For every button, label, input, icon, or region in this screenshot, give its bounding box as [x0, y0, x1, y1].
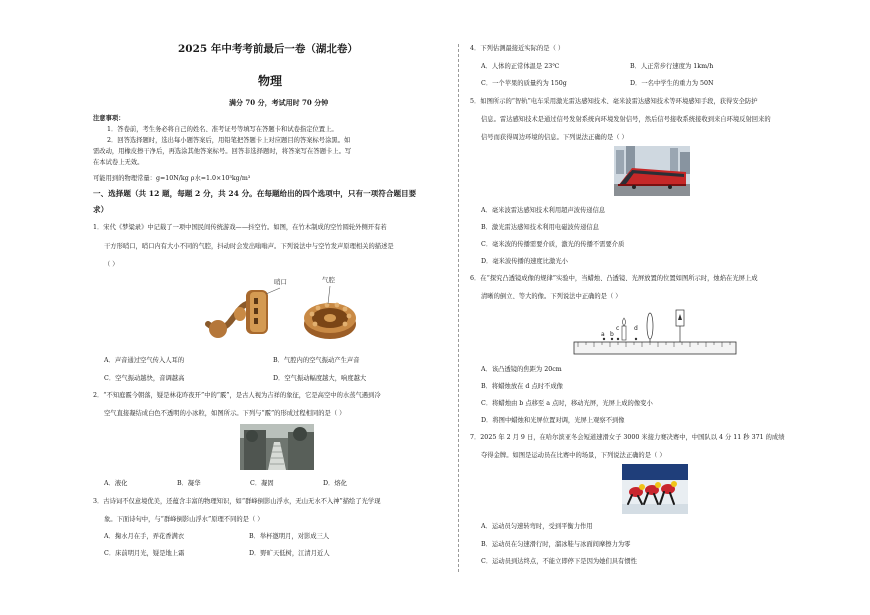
point-d-label: d — [634, 325, 638, 332]
q5-option-d: D．毫米波传播的速度比激光小 — [481, 258, 568, 265]
sleet-photo — [240, 424, 314, 470]
score-line: 满分 70 分，考试用时 70 分钟 — [229, 98, 329, 107]
point-b-label: b — [610, 331, 614, 338]
q4-option-a: A．人体的正常体温是 23℃ — [481, 63, 560, 70]
diabolo-side — [208, 290, 268, 338]
q6-stem: 6．在“探究凸透镜成像的规律”实验中，当蜡烛、凸透镜、光屏放置的位置如图所示时，烛焰在光屏上成 — [470, 275, 758, 282]
q5-stem: 信息。雷达感知技术是通过信号发射系统向环境发射信号，然后信号接收系统接收到来自环境反射回来的 — [481, 116, 771, 123]
q5-stem: 信号而获得周边环境的信息。下列说法正确的是（ ） — [481, 134, 628, 141]
q3-option-c: C．床前明月光，疑是地上霜 — [104, 550, 185, 557]
convex-lens — [647, 313, 653, 342]
q3-stem: 3．古诗词不仅意境优美，还蕴含丰富的物理知识，如“群峰倒影山浮水，无山无水不入神”描绘了光学现 — [93, 498, 381, 505]
q3-stem: 象。下面诗句中，与“群峰倒影山浮水”原理不同的是（ ） — [104, 516, 264, 523]
q3-option-b: B．举杯邀明月，对影成三人 — [249, 533, 330, 540]
q4-option-d: D．一名中学生的重力为 50N — [630, 80, 714, 87]
q5-stem: 5．如图所示的“智轨”电车采用激光雷达感知技术、毫米波雷达感知技术等环境感知手段，获得安全防护 — [470, 98, 758, 105]
q4-option-c: C．一个苹果的质量约为 150g — [481, 80, 567, 87]
q1-stem: 干方形哨口，哨口内有大小不同的气腔，抖动时会发出嗡嗡声。下列说法中与空竹发声原理相关的描述是 — [104, 243, 394, 250]
optical-bench-figure — [570, 306, 740, 358]
q6-option-d: D．将图中蜡烛和光屏位置对调，光屏上观察不到像 — [481, 417, 625, 424]
exam-title: 2025 年中考考前最后一卷（湖北卷） — [178, 43, 358, 55]
q2-option-d: D．熔化 — [323, 480, 347, 487]
q6-option-a: A．该凸透镜的焦距为 20cm — [481, 366, 562, 373]
q7-option-c: C．运动员到达终点，不能立即停下是因为她们具有惯性 — [481, 558, 637, 565]
section-heading: 一、选择题（共 12 题，每题 2 分，共 24 分。在每题给出的四个选项中，只有一项符合题目要 — [93, 189, 417, 198]
q3-option-a: A．掬水月在手，弄花香满衣 — [104, 533, 185, 540]
diabolo-figure — [200, 274, 360, 350]
point-c-label: c — [616, 325, 620, 332]
q2-stem: 2．“不知庭霰今朝落，疑是林花昨夜开”中的“霰”，是古人视为吉祥的象征，它是高空中的水蒸气遇到冷 — [93, 392, 381, 399]
tram-photo — [614, 146, 690, 196]
candle — [622, 318, 626, 340]
q2-stem: 空气直接凝结成白色不透明的小冰粒，如图所示。下列与“霰”的形成过程相同的是（ ） — [104, 410, 346, 417]
note-line: 1．答卷前，考生务必将自己的姓名、准考证号等填写在答题卡和试卷指定位置上。 — [107, 126, 338, 133]
q1-option-c: C．空气振动越快，音调越高 — [104, 375, 185, 382]
q1-option-d: D．空气振动幅度越大，响度越大 — [273, 375, 367, 382]
q7-option-b: B．运动员在匀速滑行时，溜冰鞋与冰面间摩擦力为零 — [481, 541, 631, 548]
note-line: 2．回答选择题时，选出每小题答案后，用铅笔把答题卡上对应题目的答案标号涂黑。如 — [107, 137, 351, 144]
note-line: 在本试卷上无效。 — [93, 159, 144, 166]
label-cavity: 气腔 — [322, 276, 335, 284]
q1-stem: 1．宋代《梦粱录》中记载了一项中国民间传统游戏——抖空竹。如图，在竹木制成的空竹圆轮外侧开有若 — [93, 224, 387, 231]
q1-option-a: A．声音通过空气传入人耳的 — [104, 357, 185, 364]
q3-option-d: D．野旷天低树，江清月近人 — [249, 550, 330, 557]
light-screen — [676, 310, 684, 342]
label-whistle: 哨口 — [274, 278, 287, 286]
constants-line: 可能用到的物理常量：g=10N/kg ρ水=1.0×10³kg/m³ — [93, 175, 251, 182]
q5-option-a: A．毫米波雷达感知技术利用超声波传递信息 — [481, 207, 606, 214]
q2-option-c: C．凝固 — [250, 480, 274, 487]
q4-stem: 4．下列估测最接近实际的是（ ） — [470, 45, 565, 52]
q6-stem: 清晰的倒立、等大的像。下列说法中正确的是（ ） — [481, 293, 622, 300]
note-line: 需改动，用橡皮擦干净后，再选涂其他答案标号。回答非选择题时，将答案写在答题卡上。写 — [93, 148, 352, 155]
section-heading: 求） — [93, 205, 109, 214]
diabolo-section — [304, 303, 356, 339]
q5-option-b: B．激光雷达感知技术利用电磁波传递信息 — [481, 224, 599, 231]
q1-stem: （ ） — [104, 261, 119, 268]
point-a-label: a — [601, 331, 605, 338]
q7-option-a: A．运动员匀速转弯时，受到平衡力作用 — [481, 523, 593, 530]
q2-option-b: B．凝华 — [177, 480, 201, 487]
q7-stem: 夺得金牌。如图是运动员在比赛中的场景，下列说法正确的是（ ） — [481, 452, 666, 459]
subject-title: 物理 — [258, 74, 283, 88]
q4-option-b: B．人正常步行速度为 1km/h — [630, 63, 714, 70]
q1-option-b: B．气腔内的空气振动产生声音 — [273, 357, 360, 364]
q6-option-b: B．将蜡烛放在 d 点时不成像 — [481, 383, 563, 390]
q2-option-a: A．液化 — [104, 480, 128, 487]
column-divider — [458, 44, 459, 572]
q7-stem: 7．2025 年 2 月 9 日，在哈尔滨亚冬会短道速滑女子 3000 米接力赛决赛中，中国队以 4 分 11 秒 371 的成绩 — [470, 434, 785, 441]
q6-option-c: C．将蜡烛由 b 点移至 a 点时，移动光屏，光屏上成的像变小 — [481, 400, 653, 407]
q5-option-c: C．毫米波的传播需要介质，激光的传播不需要介质 — [481, 241, 625, 248]
speed-skating-photo — [622, 464, 688, 514]
notes-heading: 注意事项： — [93, 115, 125, 122]
